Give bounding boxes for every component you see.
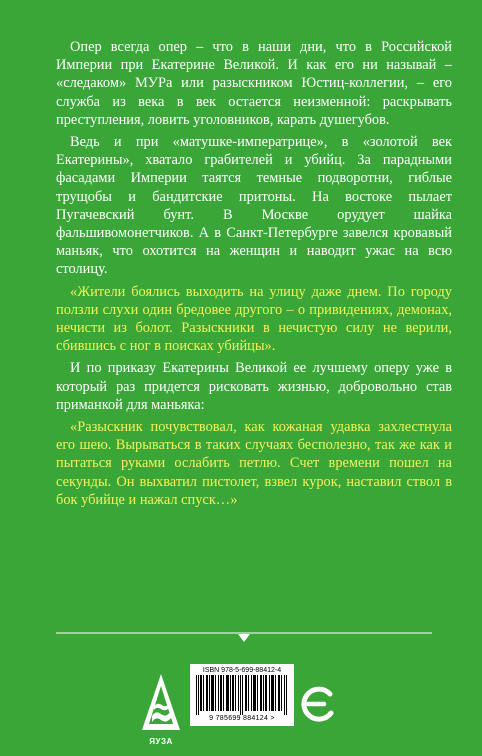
- yauza-logo-icon: [140, 672, 182, 734]
- barcode-number: 9 785699 884124 >: [209, 715, 275, 722]
- quote-strangling: «Разыскник почувствовал, как кожаная удавка захлестнула его шею. Вырываться в таких случаях бесполезно, так же как и пытаться руками ослабить петлю. Счет времени пошел на секунды. Он выхватил пистолет, взвел курок, наставил ствол в бок убийце и нажал спуск…»: [56, 419, 452, 508]
- ornament-divider-icon: [56, 631, 432, 643]
- quote-residents: «Жители боялись выходить на улицу даже днем. По городу ползли слухи один бредовее другого – о привидениях, демонах, нечисти из болот. Разыскники в нечистую силу не верили, сбившись с ног в поисках убийцы».: [56, 283, 452, 355]
- publisher-label: ЯУЗА: [149, 737, 173, 746]
- yauza-logo: [140, 672, 182, 746]
- paragraph-catherine-era: Ведь и при «матушке-императрице», в «золотой век Екатерины», хватало грабителей и убийц. За парадными фасадами Империи таятся темные подворотни, гиблые трущобы и бандитские притоны. На востоке пылает Пугачевский бунт. В Москве орудует шайка фальшивомонетчиков. А в Санкт-Петербурге завелся кровавый маньяк, что охотится на женщин и наводит ужас на всю столицу.: [56, 134, 452, 278]
- barcode-icon: [194, 675, 290, 715]
- paragraph-order: И по приказу Екатерины Великой ее лучшему оперу уже в который раз придется рисковать жизнью, добровольно став приманкой для маньяка:: [56, 360, 452, 413]
- eksmo-logo-icon: [300, 686, 336, 722]
- barcode: [190, 664, 294, 726]
- paragraph-intro: Опер всегда опер – что в наши дни, что в Российской Империи при Екатерине Великой. И как его ни называй – «следаком» МУРа или разыскником Юстиц-коллегии, – его служба из века в век остается неизменной: раскрывать преступления, ловить уголовников, карать душегубов.: [56, 39, 452, 128]
- isbn-label: ISBN 978-5-699-88412-4: [202, 667, 282, 674]
- annotation-text: [56, 38, 452, 513]
